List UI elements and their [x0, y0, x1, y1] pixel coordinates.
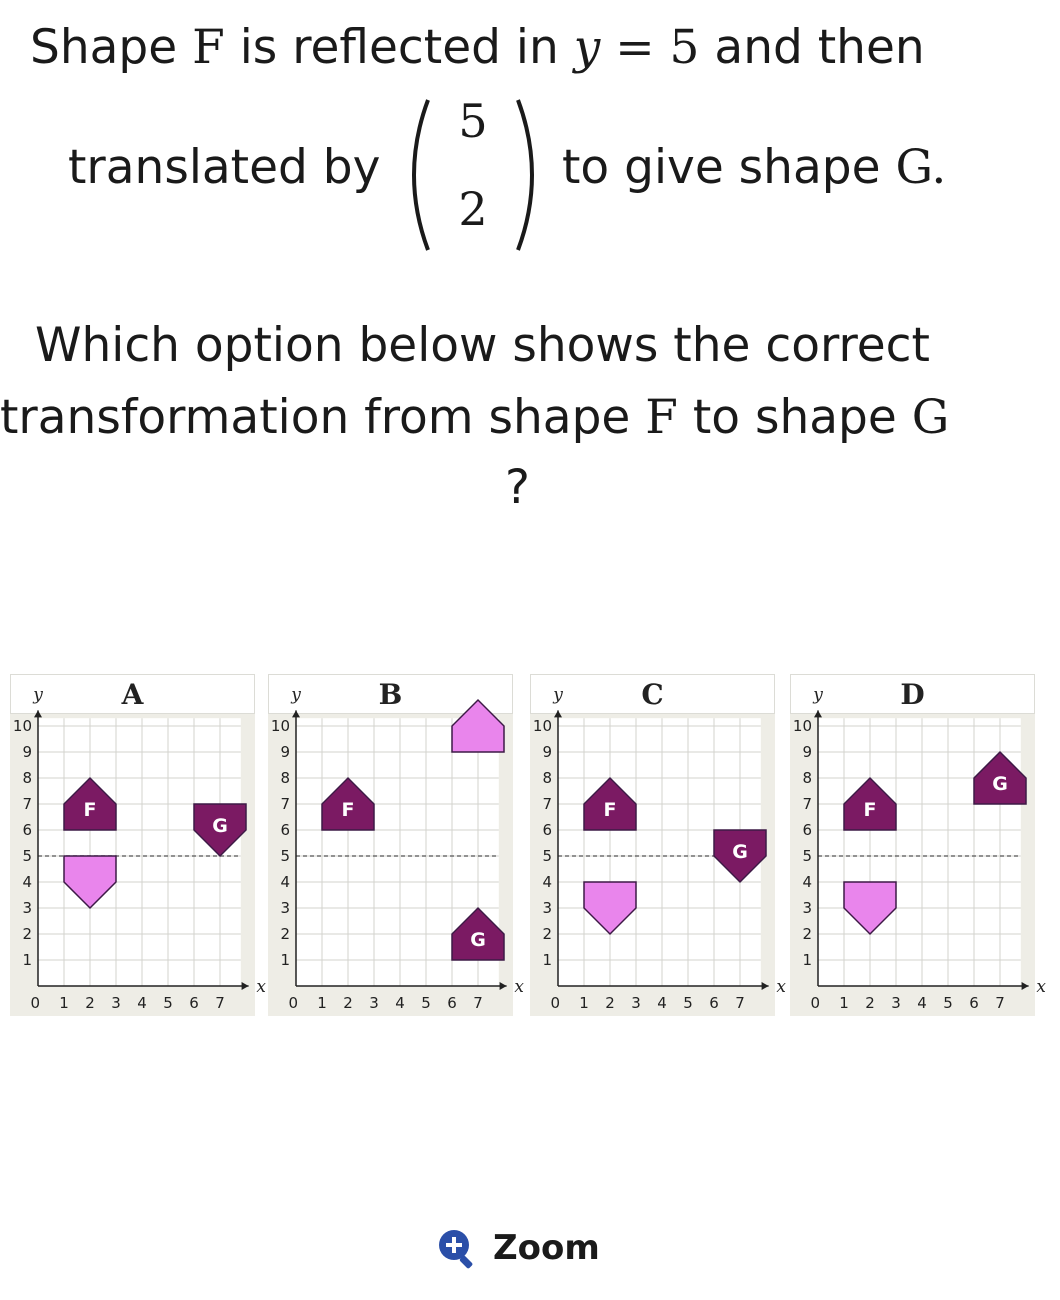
y-tick-label: 10 [270, 717, 290, 735]
y-tick-label: 6 [542, 821, 552, 839]
y-tick-label: 7 [22, 795, 32, 813]
x-tick-label: 4 [917, 994, 927, 1012]
question-text: and then [714, 20, 925, 75]
y-tick-label: 3 [802, 899, 812, 917]
y-tick-label: 10 [532, 717, 552, 735]
x-axis-label: x [776, 977, 786, 997]
option-c-grid [530, 685, 786, 1016]
translation-vector [398, 90, 548, 260]
question-line-5 [505, 460, 565, 515]
question-text: translated by [68, 140, 381, 195]
y-tick-label: 1 [280, 951, 290, 969]
option-b[interactable] [268, 674, 524, 1016]
x-tick-label: 3 [631, 994, 641, 1012]
y-tick-label: 3 [542, 899, 552, 917]
question-line-1 [30, 20, 1030, 75]
x-tick-label: 1 [839, 994, 849, 1012]
question-text: transformation from shape [0, 390, 631, 445]
y-axis-label: y [553, 685, 563, 705]
x-axis-label: x [256, 977, 266, 997]
question-line-4 [0, 390, 1060, 445]
y-tick-label: 8 [280, 769, 290, 787]
zoom-label: Zoom [493, 1228, 600, 1268]
y-tick-label: 7 [802, 795, 812, 813]
y-tick-label: 5 [22, 847, 32, 865]
y-tick-label: 5 [542, 847, 552, 865]
x-tick-label: 2 [343, 994, 353, 1012]
equation-variable: y [573, 20, 601, 75]
origin-label: 0 [550, 994, 560, 1012]
question-line-3 [35, 318, 1035, 373]
zoom-in-icon [435, 1226, 479, 1270]
shape-g-label: G [732, 840, 748, 863]
x-axis-arrow [500, 982, 507, 990]
equation-operator: = [600, 20, 670, 75]
question-line-2 [68, 140, 408, 195]
x-axis-arrow [1022, 982, 1029, 990]
option-label[interactable]: B [268, 674, 513, 714]
vector-top-value: 5 [458, 94, 488, 148]
x-axis-arrow [762, 982, 769, 990]
shape-g-label: G [470, 929, 486, 952]
x-tick-label: 5 [683, 994, 693, 1012]
shape-f-label: F [192, 20, 225, 75]
question-text: Shape [30, 20, 178, 75]
y-tick-label: 6 [802, 821, 812, 839]
x-tick-label: 2 [865, 994, 875, 1012]
x-tick-label: 6 [969, 994, 979, 1012]
question-text: is reflected in [239, 20, 559, 75]
y-tick-label: 2 [22, 925, 32, 943]
question-text: to shape [692, 390, 897, 445]
x-tick-label: 5 [163, 994, 173, 1012]
y-tick-label: 7 [280, 795, 290, 813]
question-text: Which option below shows the correct [35, 318, 930, 373]
y-tick-label: 6 [280, 821, 290, 839]
plot-area [818, 718, 1021, 986]
option-b-grid [268, 685, 524, 1016]
shape-f-label: F [645, 390, 678, 445]
x-tick-label: 7 [995, 994, 1005, 1012]
y-tick-label: 9 [802, 743, 812, 761]
origin-label: 0 [30, 994, 40, 1012]
x-tick-label: 3 [111, 994, 121, 1012]
shape-g-label: G. [895, 140, 947, 195]
y-tick-label: 4 [542, 873, 552, 891]
y-tick-label: 2 [280, 925, 290, 943]
x-tick-label: 7 [215, 994, 225, 1012]
vector-bottom-value: 2 [458, 182, 488, 236]
option-label[interactable]: D [790, 674, 1035, 714]
shape-g-label: G [911, 390, 950, 445]
x-tick-label: 6 [189, 994, 199, 1012]
x-tick-label: 4 [657, 994, 667, 1012]
y-tick-label: 10 [792, 717, 812, 735]
shape-g-label: G [212, 814, 228, 837]
option-c[interactable] [530, 674, 786, 1016]
y-axis-label: y [813, 685, 823, 705]
x-tick-label: 6 [447, 994, 457, 1012]
x-tick-label: 2 [605, 994, 615, 1012]
x-tick-label: 3 [369, 994, 379, 1012]
y-tick-label: 1 [542, 951, 552, 969]
option-a-grid [10, 685, 266, 1016]
x-axis-label: x [1036, 977, 1046, 997]
shape-f-label: F [83, 799, 97, 822]
option-a[interactable] [10, 674, 266, 1016]
x-tick-label: 7 [735, 994, 745, 1012]
y-tick-label: 6 [22, 821, 32, 839]
y-tick-label: 9 [280, 743, 290, 761]
x-tick-label: 5 [421, 994, 431, 1012]
shape-g-label: G [992, 773, 1008, 796]
origin-label: 0 [288, 994, 298, 1012]
y-tick-label: 3 [22, 899, 32, 917]
x-tick-label: 1 [59, 994, 69, 1012]
x-tick-label: 6 [709, 994, 719, 1012]
x-tick-label: 2 [85, 994, 95, 1012]
origin-label: 0 [810, 994, 820, 1012]
y-tick-label: 1 [22, 951, 32, 969]
option-d-grid [790, 685, 1046, 1016]
question-mark: ? [505, 460, 530, 515]
y-tick-label: 8 [22, 769, 32, 787]
y-tick-label: 9 [22, 743, 32, 761]
y-tick-label: 9 [542, 743, 552, 761]
shape-f-label: F [603, 799, 617, 822]
y-tick-label: 2 [802, 925, 812, 943]
y-tick-label: 4 [280, 873, 290, 891]
x-tick-label: 3 [891, 994, 901, 1012]
zoom-button[interactable] [435, 1222, 600, 1274]
y-tick-label: 5 [802, 847, 812, 865]
equation-value: 5 [669, 20, 700, 75]
option-d[interactable] [790, 674, 1046, 1016]
question-text: to give shape [562, 140, 881, 195]
y-axis-label: y [33, 685, 43, 705]
y-tick-label: 2 [542, 925, 552, 943]
y-tick-label: 3 [280, 899, 290, 917]
y-tick-label: 4 [22, 873, 32, 891]
shape-f-label: F [341, 799, 355, 822]
x-tick-label: 7 [473, 994, 483, 1012]
y-tick-label: 8 [542, 769, 552, 787]
y-tick-label: 8 [802, 769, 812, 787]
y-tick-label: 1 [802, 951, 812, 969]
x-tick-label: 4 [395, 994, 405, 1012]
x-axis-label: x [514, 977, 524, 997]
y-tick-label: 5 [280, 847, 290, 865]
question-line-2b [562, 140, 1032, 195]
plot-area [38, 718, 241, 986]
shape-f-label: F [863, 799, 877, 822]
x-tick-label: 5 [943, 994, 953, 1012]
y-tick-label: 7 [542, 795, 552, 813]
x-tick-label: 1 [579, 994, 589, 1012]
y-axis-label: y [291, 685, 301, 705]
y-tick-label: 10 [12, 717, 32, 735]
y-tick-label: 4 [802, 873, 812, 891]
x-tick-label: 4 [137, 994, 147, 1012]
x-tick-label: 1 [317, 994, 327, 1012]
option-label[interactable]: A [10, 674, 255, 714]
x-axis-arrow [242, 982, 249, 990]
option-label[interactable]: C [530, 674, 775, 714]
